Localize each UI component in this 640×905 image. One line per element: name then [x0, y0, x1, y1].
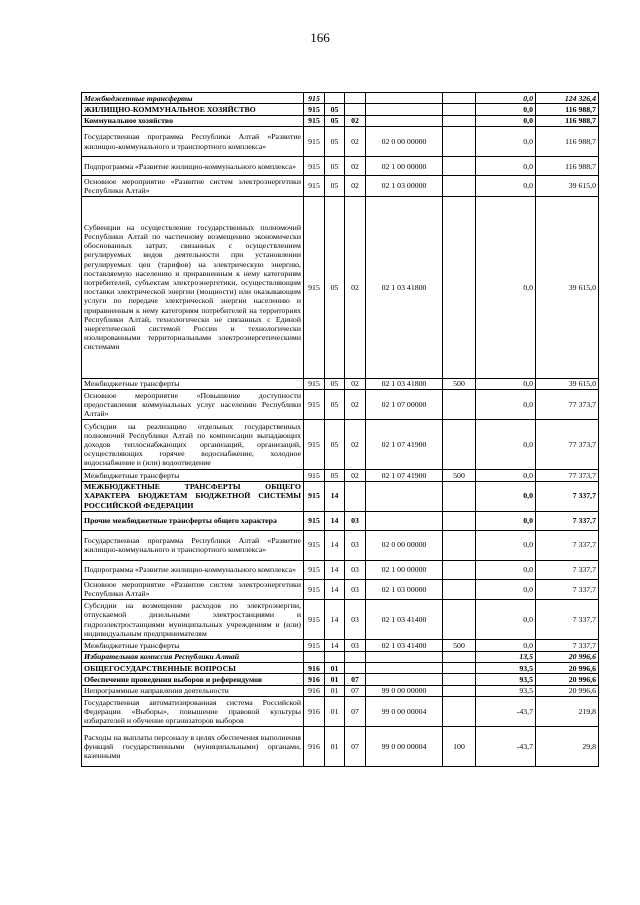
row-change-amount: 0,0 — [476, 93, 536, 104]
row-expense-type: 500 — [443, 470, 476, 481]
row-change-amount: 0,0 — [476, 176, 536, 197]
row-target-code: 02 1 03 00000 — [366, 579, 443, 600]
row-target-code — [366, 651, 443, 662]
row-target-code: 02 1 00 00000 — [366, 157, 443, 176]
row-section: 14 — [325, 600, 345, 640]
row-admin-code: 915 — [304, 511, 325, 530]
row-expense-type — [443, 511, 476, 530]
row-admin-code: 915 — [304, 378, 325, 389]
row-change-amount: -43,7 — [476, 727, 536, 767]
row-section: 01 — [325, 727, 345, 767]
row-subsection: 02 — [345, 196, 366, 378]
row-expense-type — [443, 104, 476, 115]
table-row — [82, 176, 599, 197]
row-total-amount: 124 326,4 — [536, 93, 599, 104]
budget-table-body — [82, 93, 599, 767]
row-admin-code: 915 — [304, 127, 325, 157]
table-row — [82, 420, 599, 470]
row-target-code — [366, 511, 443, 530]
row-expense-type: 500 — [443, 378, 476, 389]
table-row — [82, 115, 599, 126]
row-change-amount: 0,0 — [476, 420, 536, 470]
row-target-code: 02 1 03 00000 — [366, 176, 443, 197]
row-name: Межбюджетные трансферты — [82, 640, 304, 651]
row-section: 14 — [325, 481, 345, 511]
row-section: 05 — [325, 115, 345, 126]
row-target-code — [366, 481, 443, 511]
row-name: МЕЖБЮДЖЕТНЫЕ ТРАНСФЕРТЫ ОБЩЕГО ХАРАКТЕРА БЮДЖЕТАМ БЮДЖЕТНОЙ СИСТЕМЫ РОССИЙСКОЙ ФЕДЕРАЦИИ — [82, 481, 304, 511]
table-row — [82, 157, 599, 176]
row-admin-code: 915 — [304, 104, 325, 115]
row-expense-type — [443, 115, 476, 126]
row-change-amount: 93,5 — [476, 674, 536, 685]
row-name: Подпрограмма «Развитие жилищно-коммунального комплекса» — [82, 560, 304, 579]
row-change-amount: 93,5 — [476, 685, 536, 696]
row-subsection — [345, 662, 366, 673]
row-total-amount: 77 373,7 — [536, 470, 599, 481]
row-target-code — [366, 104, 443, 115]
row-admin-code: 916 — [304, 697, 325, 727]
row-total-amount: 39 615,0 — [536, 378, 599, 389]
row-admin-code: 915 — [304, 640, 325, 651]
row-section: 14 — [325, 579, 345, 600]
row-change-amount: 0,0 — [476, 115, 536, 126]
row-change-amount: 13,5 — [476, 651, 536, 662]
row-total-amount: 7 337,7 — [536, 511, 599, 530]
row-total-amount: 20 996,6 — [536, 662, 599, 673]
row-subsection: 03 — [345, 579, 366, 600]
row-name: ОБЩЕГОСУДАРСТВЕННЫЕ ВОПРОСЫ — [82, 662, 304, 673]
row-target-code: 02 1 03 41400 — [366, 600, 443, 640]
row-expense-type — [443, 530, 476, 560]
row-name: Основное мероприятие «Повышение доступности предоставления коммунальных услуг населению Республики Алтай» — [82, 390, 304, 420]
row-admin-code: 915 — [304, 600, 325, 640]
row-subsection: 03 — [345, 511, 366, 530]
row-subsection: 07 — [345, 697, 366, 727]
row-section: 14 — [325, 640, 345, 651]
row-expense-type — [443, 674, 476, 685]
row-name: Государственная программа Республики Алтай «Развитие жилищно-коммунального и транспортного комплекса» — [82, 127, 304, 157]
row-change-amount: 0,0 — [476, 196, 536, 378]
row-name: Межбюджетные трансферты — [82, 470, 304, 481]
row-section: 01 — [325, 662, 345, 673]
row-section: 05 — [325, 196, 345, 378]
row-name: Основное мероприятие «Развитие систем электроэнергетики Республики Алтай» — [82, 176, 304, 197]
row-target-code — [366, 93, 443, 104]
row-section: 05 — [325, 104, 345, 115]
row-admin-code: 915 — [304, 176, 325, 197]
row-target-code: 02 1 03 41800 — [366, 196, 443, 378]
table-row — [82, 579, 599, 600]
row-total-amount: 116 988,7 — [536, 127, 599, 157]
row-total-amount: 116 988,7 — [536, 115, 599, 126]
row-change-amount: 0,0 — [476, 640, 536, 651]
table-row — [82, 674, 599, 685]
table-row — [82, 727, 599, 767]
row-target-code: 02 1 07 41900 — [366, 420, 443, 470]
row-expense-type — [443, 390, 476, 420]
row-section: 01 — [325, 685, 345, 696]
row-admin-code: 916 — [304, 674, 325, 685]
row-subsection: 03 — [345, 560, 366, 579]
row-target-code: 02 0 00 00000 — [366, 530, 443, 560]
row-target-code: 99 0 00 00004 — [366, 727, 443, 767]
row-expense-type — [443, 560, 476, 579]
row-expense-type — [443, 196, 476, 378]
row-total-amount: 20 996,6 — [536, 651, 599, 662]
row-section: 14 — [325, 530, 345, 560]
row-name: Избирательная комиссия Республики Алтай — [82, 651, 304, 662]
row-total-amount: 7 337,7 — [536, 530, 599, 560]
row-total-amount: 7 337,7 — [536, 481, 599, 511]
row-name: Коммунальное хозяйство — [82, 115, 304, 126]
row-admin-code: 915 — [304, 196, 325, 378]
row-section: 01 — [325, 674, 345, 685]
row-target-code: 02 1 00 00000 — [366, 560, 443, 579]
row-name: Подпрограмма «Развитие жилищно-коммунального комплекса» — [82, 157, 304, 176]
row-expense-type — [443, 697, 476, 727]
row-subsection: 02 — [345, 176, 366, 197]
row-admin-code: 915 — [304, 481, 325, 511]
table-row — [82, 697, 599, 727]
row-admin-code: 916 — [304, 727, 325, 767]
row-change-amount: 0,0 — [476, 378, 536, 389]
row-target-code — [366, 115, 443, 126]
row-name: Обеспечение проведения выборов и референдумов — [82, 674, 304, 685]
row-expense-type — [443, 127, 476, 157]
row-total-amount: 20 996,6 — [536, 674, 599, 685]
row-change-amount: 0,0 — [476, 530, 536, 560]
row-name: Субсидии на реализацию отдельных государственных полномочий Республики Алтай по компенсации выпадающих доходов теплоснабжающих организаций, организаций, осуществляющих горячее водоснабжение, холодное водоснабжение и (или) водоотведение — [82, 420, 304, 470]
row-subsection: 02 — [345, 157, 366, 176]
row-name: Прочие межбюджетные трансферты общего характера — [82, 511, 304, 530]
row-target-code: 99 0 00 00000 — [366, 685, 443, 696]
row-total-amount: 7 337,7 — [536, 560, 599, 579]
row-section — [325, 651, 345, 662]
row-expense-type — [443, 481, 476, 511]
row-name: Основное мероприятие «Развитие систем электроэнергетики Республики Алтай» — [82, 579, 304, 600]
row-change-amount: 0,0 — [476, 127, 536, 157]
row-expense-type — [443, 685, 476, 696]
row-target-code — [366, 674, 443, 685]
row-target-code: 02 0 00 00000 — [366, 127, 443, 157]
page-number: 166 — [310, 30, 330, 45]
row-expense-type — [443, 93, 476, 104]
row-total-amount: 77 373,7 — [536, 420, 599, 470]
row-section: 05 — [325, 470, 345, 481]
table-row — [82, 93, 599, 104]
row-subsection: 02 — [345, 420, 366, 470]
row-section: 05 — [325, 176, 345, 197]
row-name: Непрограммные направления деятельности — [82, 685, 304, 696]
row-name: ЖИЛИЩНО-КОММУНАЛЬНОЕ ХОЗЯЙСТВО — [82, 104, 304, 115]
row-section: 14 — [325, 560, 345, 579]
row-subsection — [345, 481, 366, 511]
row-subsection: 02 — [345, 127, 366, 157]
row-name: Субсидии на возмещение расходов по электроэнергии, отпускаемой дизельными электростанциями и гидроэлектростанциями муниципальных учреждениям и (или) индивидуальным предпринимателям — [82, 600, 304, 640]
row-section: 05 — [325, 157, 345, 176]
row-admin-code: 915 — [304, 530, 325, 560]
row-section: 05 — [325, 420, 345, 470]
row-subsection: 03 — [345, 640, 366, 651]
row-subsection: 07 — [345, 727, 366, 767]
row-subsection: 07 — [345, 674, 366, 685]
table-row — [82, 378, 599, 389]
row-expense-type — [443, 176, 476, 197]
row-change-amount: 0,0 — [476, 104, 536, 115]
table-row — [82, 511, 599, 530]
row-admin-code: 915 — [304, 420, 325, 470]
table-row — [82, 651, 599, 662]
row-expense-type — [443, 157, 476, 176]
row-total-amount: 77 373,7 — [536, 390, 599, 420]
row-section: 01 — [325, 697, 345, 727]
row-name: Межбюджетные трансферты — [82, 378, 304, 389]
row-expense-type — [443, 579, 476, 600]
row-section: 05 — [325, 378, 345, 389]
table-row — [82, 481, 599, 511]
table-row — [82, 104, 599, 115]
row-total-amount: 7 337,7 — [536, 600, 599, 640]
row-admin-code: 915 — [304, 579, 325, 600]
row-target-code: 99 0 00 00004 — [366, 697, 443, 727]
row-section: 14 — [325, 511, 345, 530]
table-row — [82, 470, 599, 481]
row-subsection — [345, 104, 366, 115]
row-change-amount: 0,0 — [476, 600, 536, 640]
row-target-code: 02 1 07 00000 — [366, 390, 443, 420]
table-row — [82, 390, 599, 420]
row-expense-type — [443, 420, 476, 470]
table-row — [82, 560, 599, 579]
row-change-amount: -43,7 — [476, 697, 536, 727]
row-subsection: 02 — [345, 378, 366, 389]
row-admin-code: 915 — [304, 390, 325, 420]
row-admin-code: 916 — [304, 662, 325, 673]
row-change-amount: 0,0 — [476, 579, 536, 600]
row-total-amount: 7 337,7 — [536, 640, 599, 651]
row-target-code: 02 1 07 41900 — [366, 470, 443, 481]
table-row — [82, 530, 599, 560]
row-target-code: 02 1 03 41800 — [366, 378, 443, 389]
row-change-amount: 93,5 — [476, 662, 536, 673]
row-admin-code: 915 — [304, 93, 325, 104]
row-total-amount: 29,8 — [536, 727, 599, 767]
row-admin-code — [304, 651, 325, 662]
row-admin-code: 915 — [304, 560, 325, 579]
row-change-amount: 0,0 — [476, 390, 536, 420]
row-name: Государственная программа Республики Алтай «Развитие жилищно-коммунального и транспортного комплекса» — [82, 530, 304, 560]
row-total-amount: 219,8 — [536, 697, 599, 727]
row-name: Государственная автоматизированная система Российской Федерации «Выборы», повышение правовой культуры избирателей и обучение организаторов выборов — [82, 697, 304, 727]
row-subsection — [345, 93, 366, 104]
row-change-amount: 0,0 — [476, 560, 536, 579]
row-admin-code: 915 — [304, 115, 325, 126]
table-row — [82, 196, 599, 378]
table-row — [82, 127, 599, 157]
table-row — [82, 640, 599, 651]
row-section: 05 — [325, 127, 345, 157]
table-row — [82, 662, 599, 673]
row-subsection: 02 — [345, 390, 366, 420]
row-subsection: 07 — [345, 685, 366, 696]
table-row — [82, 685, 599, 696]
row-total-amount: 116 988,7 — [536, 157, 599, 176]
row-expense-type — [443, 600, 476, 640]
row-change-amount: 0,0 — [476, 481, 536, 511]
row-expense-type — [443, 662, 476, 673]
row-expense-type: 500 — [443, 640, 476, 651]
row-subsection — [345, 651, 366, 662]
table-row — [82, 600, 599, 640]
row-change-amount: 0,0 — [476, 511, 536, 530]
row-total-amount: 116 988,7 — [536, 104, 599, 115]
row-subsection: 03 — [345, 530, 366, 560]
row-change-amount: 0,0 — [476, 470, 536, 481]
row-change-amount: 0,0 — [476, 157, 536, 176]
row-target-code — [366, 662, 443, 673]
row-name: Субвенции на осуществление государственных полномочий Республики Алтай по частичному возмещению экономически обоснованных затрат, связанных с осуществлением регулируемых видов деятельности при установлении регулируемых цен (тарифов) на электрическую энергию, поставляемую населению и приравненным к нему категориям потребителей, субъектам электроэнергетики, осуществляющим поставки электрической энергии (мощности) или оказывающим услуги по передаче электрической энергии населению и приравненным к нему категориям потребителей на территориях Республики Алтай, технологически не связанных с Единой энергетической системой России и технологически изолированными территориальными электроэнергетическими системами — [82, 196, 304, 378]
budget-table — [81, 92, 599, 767]
row-subsection: 02 — [345, 115, 366, 126]
row-admin-code: 915 — [304, 470, 325, 481]
row-total-amount: 39 615,0 — [536, 196, 599, 378]
row-subsection: 02 — [345, 470, 366, 481]
row-total-amount: 7 337,7 — [536, 579, 599, 600]
row-total-amount: 20 996,6 — [536, 685, 599, 696]
row-expense-type — [443, 651, 476, 662]
row-section: 05 — [325, 390, 345, 420]
row-name: Расходы на выплаты персоналу в целях обеспечения выполнения функций государственными (муниципальными) органами, казенными — [82, 727, 304, 767]
row-name: Межбюджетные трансферты — [82, 93, 304, 104]
row-section — [325, 93, 345, 104]
row-expense-type: 100 — [443, 727, 476, 767]
row-admin-code: 915 — [304, 157, 325, 176]
row-admin-code: 916 — [304, 685, 325, 696]
row-target-code: 02 1 03 41400 — [366, 640, 443, 651]
row-total-amount: 39 615,0 — [536, 176, 599, 197]
row-subsection: 03 — [345, 600, 366, 640]
